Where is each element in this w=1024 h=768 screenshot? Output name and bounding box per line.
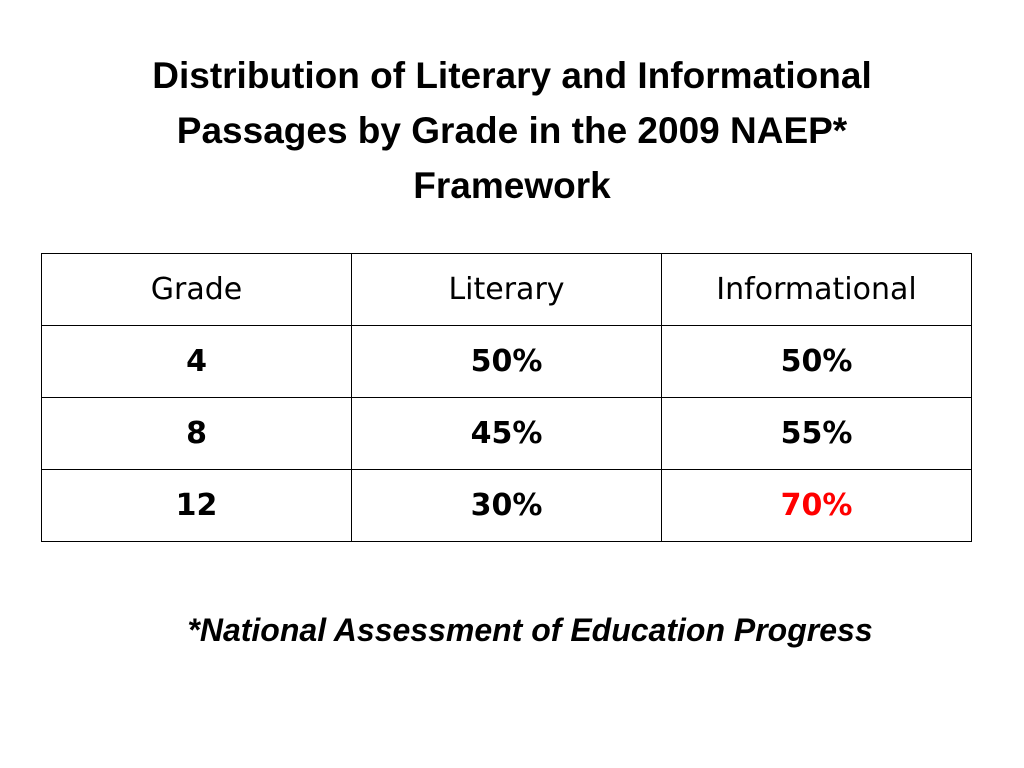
literary-cell: 45% xyxy=(352,398,662,470)
table-header-row xyxy=(42,254,972,326)
header-literary: Literary xyxy=(352,254,662,326)
informational-cell: 55% xyxy=(662,398,972,470)
grade-cell: 8 xyxy=(42,398,352,470)
grade-cell: 12 xyxy=(42,470,352,542)
title-line-1: Distribution of Literary and Informational xyxy=(152,55,872,96)
distribution-table xyxy=(41,253,972,542)
literary-cell: 50% xyxy=(352,326,662,398)
header-grade: Grade xyxy=(42,254,352,326)
title-line-3: Framework xyxy=(413,165,611,206)
footnote: *National Assessment of Education Progress xyxy=(187,612,873,648)
grade-cell: 4 xyxy=(42,326,352,398)
table-row xyxy=(42,326,972,398)
slide-title xyxy=(40,48,984,213)
title-line-2: Passages by Grade in the 2009 NAEP* xyxy=(176,110,848,151)
table-row xyxy=(42,398,972,470)
literary-cell: 30% xyxy=(352,470,662,542)
table-row xyxy=(42,470,972,542)
informational-cell: 50% xyxy=(662,326,972,398)
informational-cell-highlighted: 70% xyxy=(662,470,972,542)
header-informational: Informational xyxy=(662,254,972,326)
